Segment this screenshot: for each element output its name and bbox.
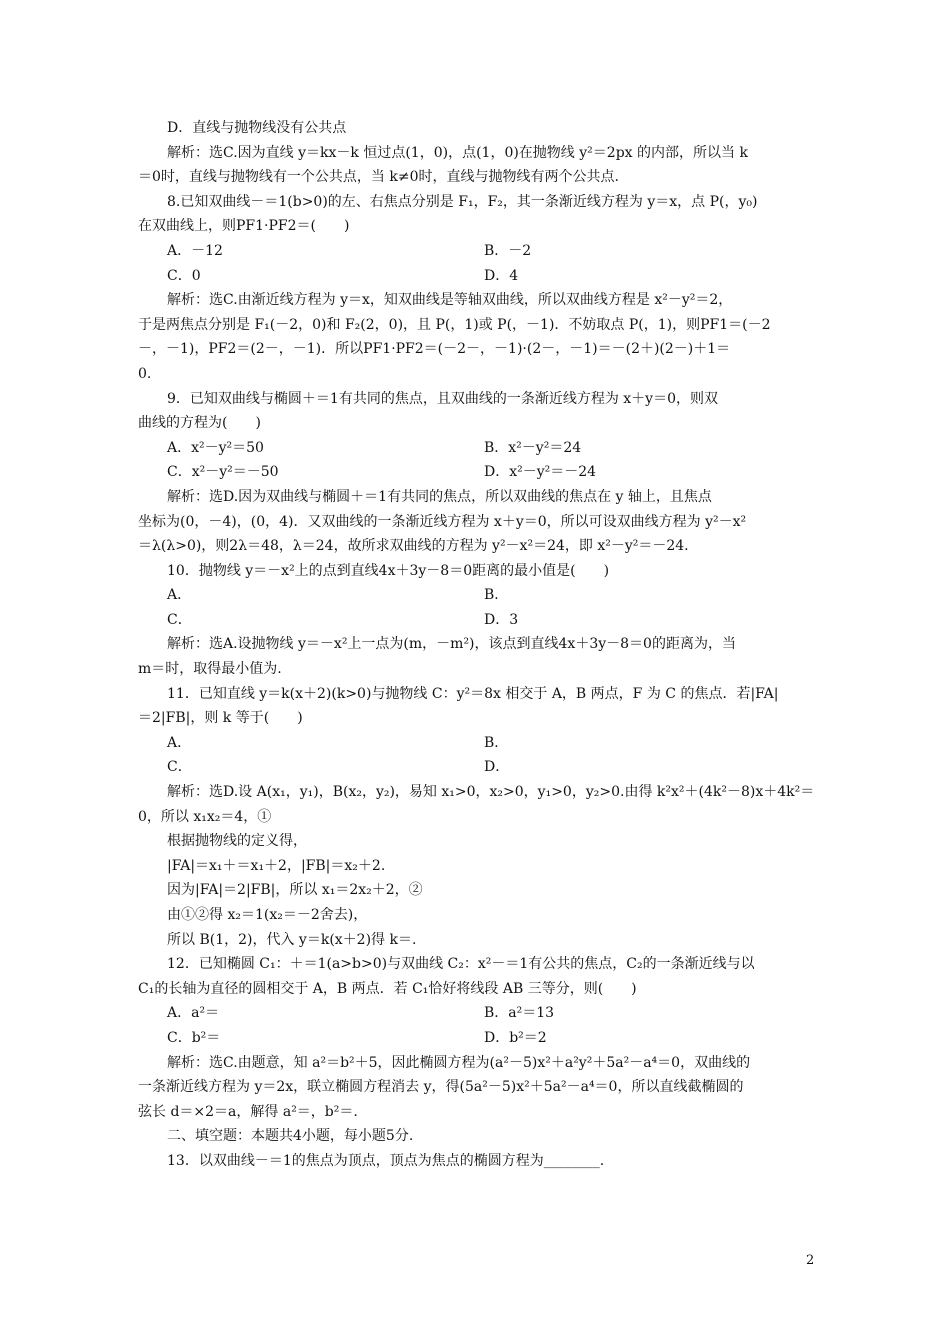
text-line: 所以 B(1，2)，代入 y＝k(x＋2)得 k＝. — [167, 931, 417, 948]
text-line: ＝2|FB|，则 k 等于( ) — [138, 710, 303, 727]
option-text: C．x²－y²＝－50 — [167, 464, 279, 481]
text-line: 0. — [138, 365, 152, 382]
text-line: 于是两焦点分别是 F₁(－2，0)和 F₂(2，0)，且 P(，1)或 P(，－1)．不妨取点 P(，1)，则PF1＝(－2 — [138, 316, 771, 333]
option-text: A． — [167, 734, 192, 751]
option-text: A．a²＝ — [167, 1005, 220, 1022]
text-line: m＝时，取得最小值为. — [138, 661, 282, 678]
option-row — [138, 239, 818, 264]
text-line: 二、填空题：本题共4小题，每小题5分. — [167, 1128, 414, 1145]
text-line: ＝λ(λ>0)，则2λ＝48，λ＝24，故所求双曲线的方程为 y²－x²＝24，即 x²－y²＝－24. — [138, 538, 689, 555]
text-line: ＝0时，直线与抛物线有一个公共点，当 k≠0时，直线与抛物线有两个公共点. — [138, 169, 619, 186]
text-line: 解析：选D.设 A(x₁，y₁)，B(x₂，y₂)，易知 x₁>0，x₂>0，y₁>0，y₂>0.由得 k²x²＋(4k²－8)x＋4k²＝ — [167, 784, 815, 801]
text-line: 11．已知直线 y＝k(x＋2)(k>0)与抛物线 C：y²＝8x 相交于 A，B 两点，F 为 C 的焦点．若|FA| — [167, 685, 779, 702]
option-row — [138, 1001, 818, 1026]
text-line: |FA|＝x₁＋＝x₁＋2，|FB|＝x₂＋2. — [167, 857, 386, 874]
text-line: 在双曲线上，则PF1·PF2＝( ) — [138, 218, 350, 235]
option-row — [138, 608, 818, 633]
text-line: 根据抛物线的定义得， — [167, 833, 307, 850]
text-line: 解析：选A.设抛物线 y＝－x²上一点为(m，－m²)，该点到直线4x＋3y－8＝0的距离为，当 — [167, 636, 736, 653]
option-text: D．b²＝2 — [484, 1029, 547, 1046]
option-row — [138, 264, 818, 289]
text-line: 解析：选C.由题意，知 a²＝b²＋5，因此椭圆方程为(a²－5)x²＋a²y²＋5a²－a⁴＝0，双曲线的 — [167, 1054, 751, 1071]
option-row — [138, 583, 818, 608]
option-row — [138, 460, 818, 485]
option-text: C． — [167, 759, 192, 776]
option-text: B．a²＝13 — [484, 1005, 555, 1022]
text-line: 解析：选C.因为直线 y＝kx－k 恒过点(1，0)，点(1，0)在抛物线 y²＝2px 的内部，所以当 k — [167, 144, 748, 161]
text-line: 9．已知双曲线与椭圆＋＝1有共同的焦点，且双曲线的一条渐近线方程为 x＋y＝0，则双 — [167, 390, 718, 407]
text-line: 坐标为(0，－4)，(0，4)．又双曲线的一条渐近线方程为 x＋y＝0，所以可设双曲线方程为 y²－x² — [138, 513, 747, 530]
option-text: D．4 — [484, 267, 519, 284]
page-number: 2 — [806, 1253, 815, 1268]
option-text: D． — [484, 759, 510, 776]
option-text: B． — [484, 734, 509, 751]
text-line: 10．抛物线 y＝－x²上的点到直线4x＋3y－8＝0距离的最小值是( ) — [167, 562, 610, 579]
text-line: 8.已知双曲线－＝1(b>0)的左、右焦点分别是 F₁，F₂，其一条渐近线方程为 y＝x，点 P(，y₀) — [167, 193, 758, 210]
option-text: D．3 — [484, 611, 519, 628]
page-content — [138, 116, 818, 1174]
text-line: 曲线的方程为( ) — [138, 415, 261, 432]
option-text: B．－2 — [484, 242, 532, 259]
text-line: 弦长 d＝×2＝a，解得 a²＝，b²＝. — [138, 1103, 358, 1120]
text-line: 解析：选D.因为双曲线与椭圆＋＝1有共同的焦点，所以双曲线的焦点在 y 轴上，且焦点 — [167, 488, 712, 505]
option-text: B．x²－y²＝24 — [484, 439, 582, 456]
option-text: D．x²－y²＝－24 — [484, 464, 597, 481]
option-row — [138, 436, 818, 461]
option-text: C．0 — [167, 267, 201, 284]
text-line: －，－1)，PF2＝(2－，－1)．所以PF1·PF2＝(－2－，－1)·(2－，－1)＝－(2＋)(2－)＋1＝ — [138, 341, 731, 358]
option-text: C． — [167, 611, 192, 628]
text-line: 一条渐近线方程为 y＝2x，联立椭圆方程消去 y，得(5a²－5)x²＋5a²－a⁴＝0，所以直线截椭圆的 — [138, 1079, 744, 1096]
text-line: C₁的长轴为直径的圆相交于 A，B 两点．若 C₁恰好将线段 AB 三等分，则( ) — [138, 980, 637, 997]
text-line: 因为|FA|＝2|FB|，所以 x₁＝2x₂＋2，② — [167, 882, 423, 899]
option-text: B． — [484, 587, 509, 604]
text-line: 0，所以 x₁x₂＝4，① — [138, 808, 272, 825]
option-text: A．x²－y²＝50 — [167, 439, 264, 456]
text-line: 13．以双曲线－＝1的焦点为顶点，顶点为焦点的椭圆方程为________. — [167, 1152, 605, 1169]
option-row — [138, 731, 818, 756]
text-line: D．直线与抛物线没有公共点 — [167, 120, 347, 136]
option-row — [138, 1026, 818, 1051]
text-line: 12．已知椭圆 C₁：＋＝1(a>b>0)与双曲线 C₂：x²－＝1有公共的焦点，C₂的一条渐近线与以 — [167, 956, 755, 973]
option-text: A．－12 — [167, 242, 223, 259]
option-text: A． — [167, 587, 192, 604]
option-row — [138, 755, 818, 780]
text-line: 解析：选C.由渐近线方程为 y＝x，知双曲线是等轴双曲线，所以双曲线方程是 x²－y²＝2， — [167, 292, 733, 309]
text-line: 由①②得 x₂＝1(x₂＝－2舍去)， — [167, 907, 368, 923]
option-text: C．b²＝ — [167, 1029, 221, 1046]
